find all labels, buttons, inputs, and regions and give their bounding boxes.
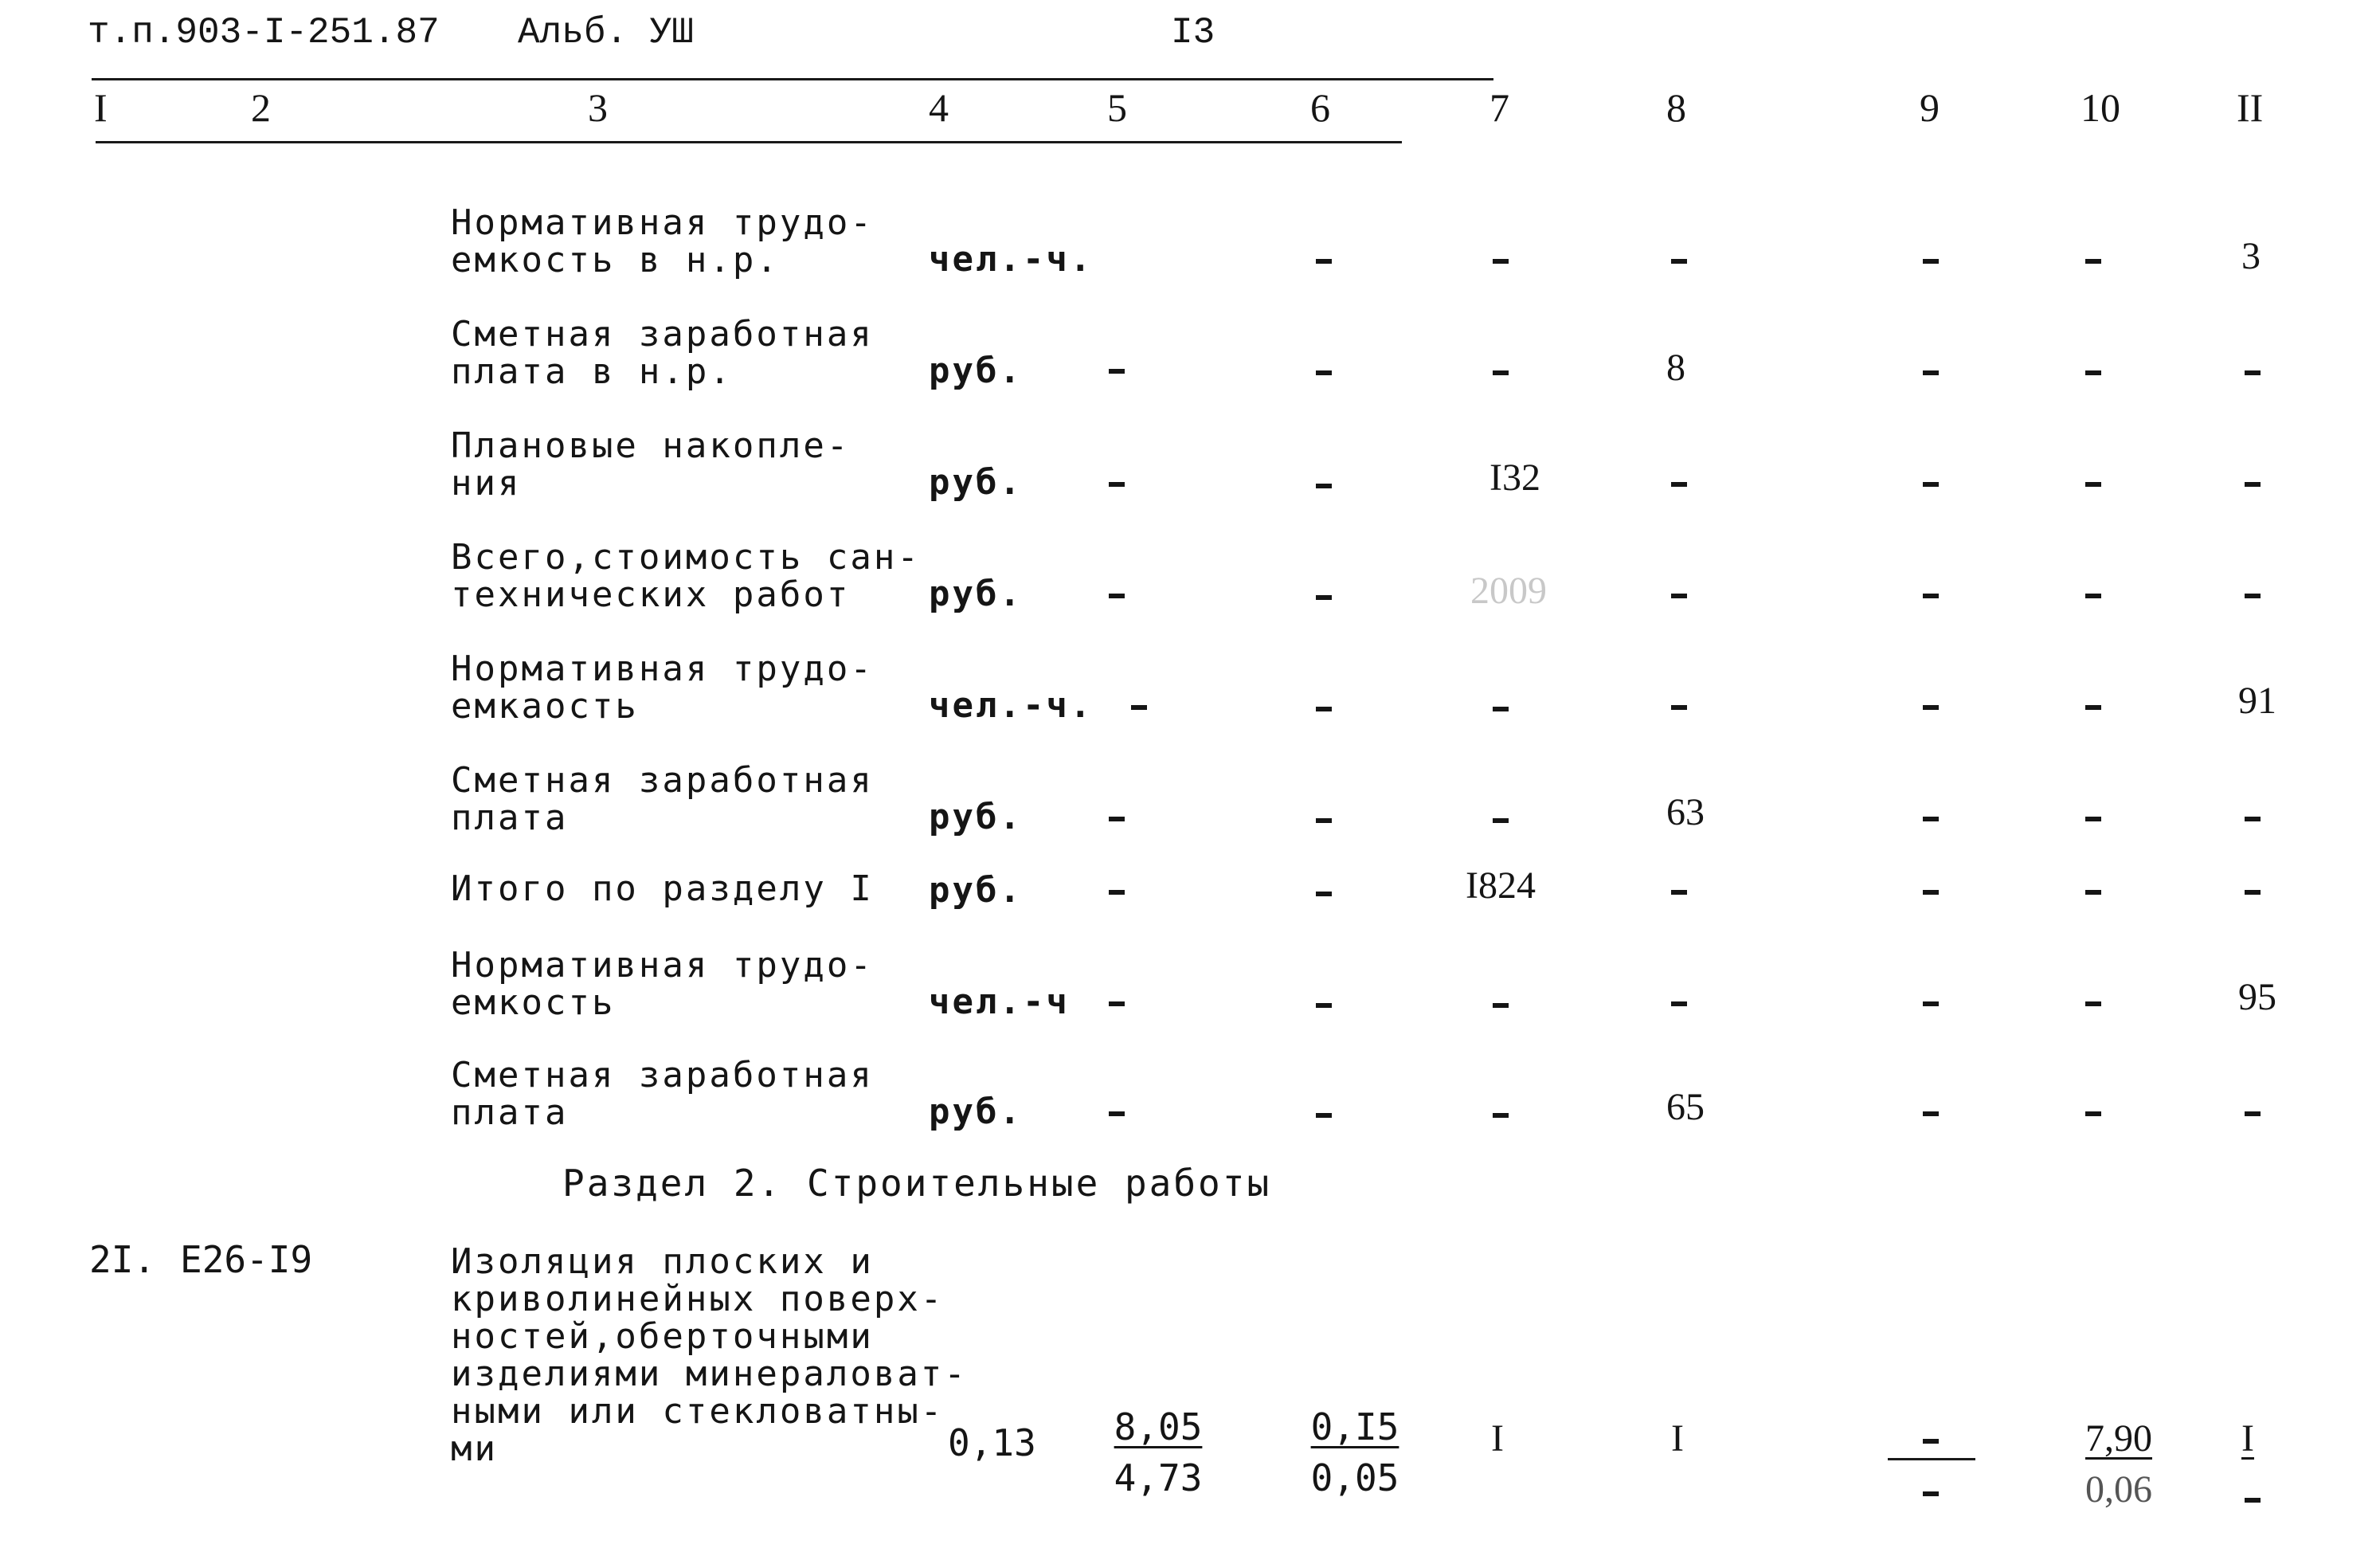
cell-dash-c7 (1493, 818, 1509, 823)
cell-c11: 95 (2238, 976, 2276, 1018)
row-unit: руб. (929, 1091, 1023, 1132)
row-description: Нормативная трудо- емкость (451, 945, 874, 1023)
row-description: Сметная заработная плата (451, 1055, 874, 1133)
row-unit: руб. (929, 462, 1023, 503)
cell-dash-c8 (1671, 705, 1687, 710)
cell-c5-top: 8,05 (1114, 1405, 1203, 1448)
cell-dash-c11 (2245, 482, 2261, 487)
cell-dash-c7 (1493, 707, 1509, 711)
cell-dash-c10 (2085, 890, 2101, 895)
page-number: I3 (1171, 12, 1215, 53)
cell-dash-c6 (1316, 595, 1332, 600)
cell-c9-top-dash (1923, 1439, 1939, 1444)
cell-dash-c5 (1109, 890, 1125, 895)
cell-c11-bottom-dash (2245, 1498, 2261, 1503)
cell-dash-c11 (2245, 370, 2261, 375)
row-description: Нормативная трудо- емкаость (451, 649, 874, 727)
cell-dash-c6 (1316, 892, 1332, 896)
cell-dash-c10 (2085, 1001, 2101, 1006)
column-number-10: 10 (2081, 85, 2120, 130)
cell-dash-c5 (1109, 1001, 1125, 1006)
column-header-rule (96, 141, 1402, 143)
section-title: Раздел 2. Строительные работы (562, 1162, 1272, 1205)
cell-dash-c5 (1109, 1111, 1125, 1116)
cell-dash-c10 (2085, 482, 2101, 487)
row-unit: чел.-ч (929, 982, 1070, 1022)
item-quantity: 0,13 (948, 1421, 1036, 1464)
cell-c7: I (1491, 1417, 1504, 1460)
cell-c5-bottom: 4,73 (1114, 1456, 1203, 1499)
cell-dash-c9 (1923, 705, 1939, 710)
row-description: Итого по разделу I (451, 868, 874, 909)
cell-dash-c5 (1131, 705, 1147, 710)
column-number-8: 8 (1666, 85, 1686, 130)
cell-dash-c10 (2085, 817, 2101, 821)
cell-c11: 3 (2241, 235, 2261, 277)
row-unit: чел.-ч. (929, 685, 1094, 726)
cell-dash-c6 (1316, 259, 1332, 264)
cell-dash-c10 (2085, 1111, 2101, 1116)
row-unit: руб. (929, 797, 1023, 837)
column-number-5: 5 (1107, 85, 1127, 130)
cell-dash-c7 (1493, 1003, 1509, 1008)
cell-dash-c9 (1923, 594, 1939, 598)
item-description: Изоляция плоских и криволинейных поверх- ностей,оберточными изделиями минераловат- ными или стекловатны- ми (451, 1241, 968, 1469)
cell-dash-c9 (1923, 370, 1939, 375)
cell-c9-bottom-dash (1923, 1491, 1939, 1496)
column-number-7: 7 (1489, 85, 1509, 130)
item-number: 2I. (89, 1238, 156, 1281)
row-description: Нормативная трудо- емкость в н.р. (451, 202, 874, 280)
cell-dash-c5 (1109, 817, 1125, 821)
cell-dash-c6 (1316, 1003, 1332, 1008)
cell-c10-bottom: 0,06 (2085, 1468, 2152, 1511)
column-number-6: 6 (1310, 85, 1330, 130)
row-unit: руб. (929, 870, 1023, 911)
cell-dash-c5 (1109, 369, 1125, 374)
cell-c8: 8 (1666, 347, 1685, 389)
cell-dash-c8 (1671, 259, 1687, 264)
column-number-2: 2 (251, 85, 271, 130)
row-unit: чел.-ч. (929, 239, 1094, 280)
cell-c7: I824 (1466, 864, 1536, 907)
cell-dash-c9 (1923, 259, 1939, 264)
cell-dash-c9 (1923, 1111, 1939, 1116)
cell-c6-bottom: 0,05 (1310, 1456, 1399, 1499)
cell-dash-c8 (1671, 594, 1687, 598)
cell-dash-c11 (2245, 890, 2261, 895)
cell-dash-c10 (2085, 594, 2101, 598)
column-number-4: 4 (929, 85, 949, 130)
item-code: Е26-I9 (180, 1238, 313, 1281)
cell-dash-c6 (1316, 1113, 1332, 1118)
cell-dash-c10 (2085, 259, 2101, 264)
cell-dash-c6 (1316, 370, 1332, 375)
column-number-1: I (94, 85, 108, 130)
cell-c6-top: 0,I5 (1310, 1405, 1399, 1448)
doc-reference: т.п.903-I-251.87 (88, 12, 440, 53)
cell-c7-faded: 2009 (1470, 570, 1547, 612)
row-unit: руб. (929, 351, 1023, 391)
cell-dash-c9 (1923, 1001, 1939, 1006)
cell-c8: I (1671, 1417, 1684, 1460)
cell-dash-c7 (1493, 1113, 1509, 1118)
cell-dash-c11 (2245, 594, 2261, 598)
cell-dash-c9 (1923, 890, 1939, 895)
row-description: Сметная заработная плата (451, 760, 874, 838)
cell-c11: 91 (2238, 680, 2276, 722)
cell-dash-c8 (1671, 482, 1687, 487)
table-top-rule (92, 78, 1493, 80)
cell-dash-c6 (1316, 818, 1332, 823)
cell-dash-c9 (1923, 817, 1939, 821)
cell-dash-c7 (1493, 259, 1509, 264)
cell-dash-c8 (1671, 1001, 1687, 1006)
row-description: Всего,стоимость сан- технических работ (451, 537, 921, 615)
column-number-3: 3 (588, 85, 608, 130)
cell-c8: 65 (1666, 1086, 1705, 1128)
cell-dash-c10 (2085, 705, 2101, 710)
cell-dash-c6 (1316, 484, 1332, 488)
cell-dash-c11 (2245, 1111, 2261, 1116)
cell-dash-c5 (1109, 594, 1125, 598)
cell-dash-c9 (1923, 482, 1939, 487)
cell-c8: 63 (1666, 791, 1705, 833)
cell-dash-c11 (2245, 817, 2261, 821)
cell-dash-c8 (1671, 890, 1687, 895)
column-number-11: II (2237, 85, 2264, 130)
row-unit: руб. (929, 574, 1023, 614)
cell-dash-c10 (2085, 370, 2101, 375)
row-description: Сметная заработная плата в н.р. (451, 314, 874, 392)
cell-c9-fraction-bar (1888, 1458, 1975, 1460)
cell-dash-c6 (1316, 707, 1332, 711)
cell-c10-top: 7,90 (2085, 1417, 2152, 1460)
row-description: Плановые накопле- ния (451, 425, 851, 504)
cell-dash-c5 (1109, 482, 1125, 487)
column-number-9: 9 (1920, 85, 1940, 130)
cell-dash-c7 (1493, 370, 1509, 375)
cell-c11-top: I (2241, 1417, 2254, 1460)
cell-c7: I32 (1489, 457, 1540, 499)
album-label: Альб. УШ (518, 12, 694, 53)
